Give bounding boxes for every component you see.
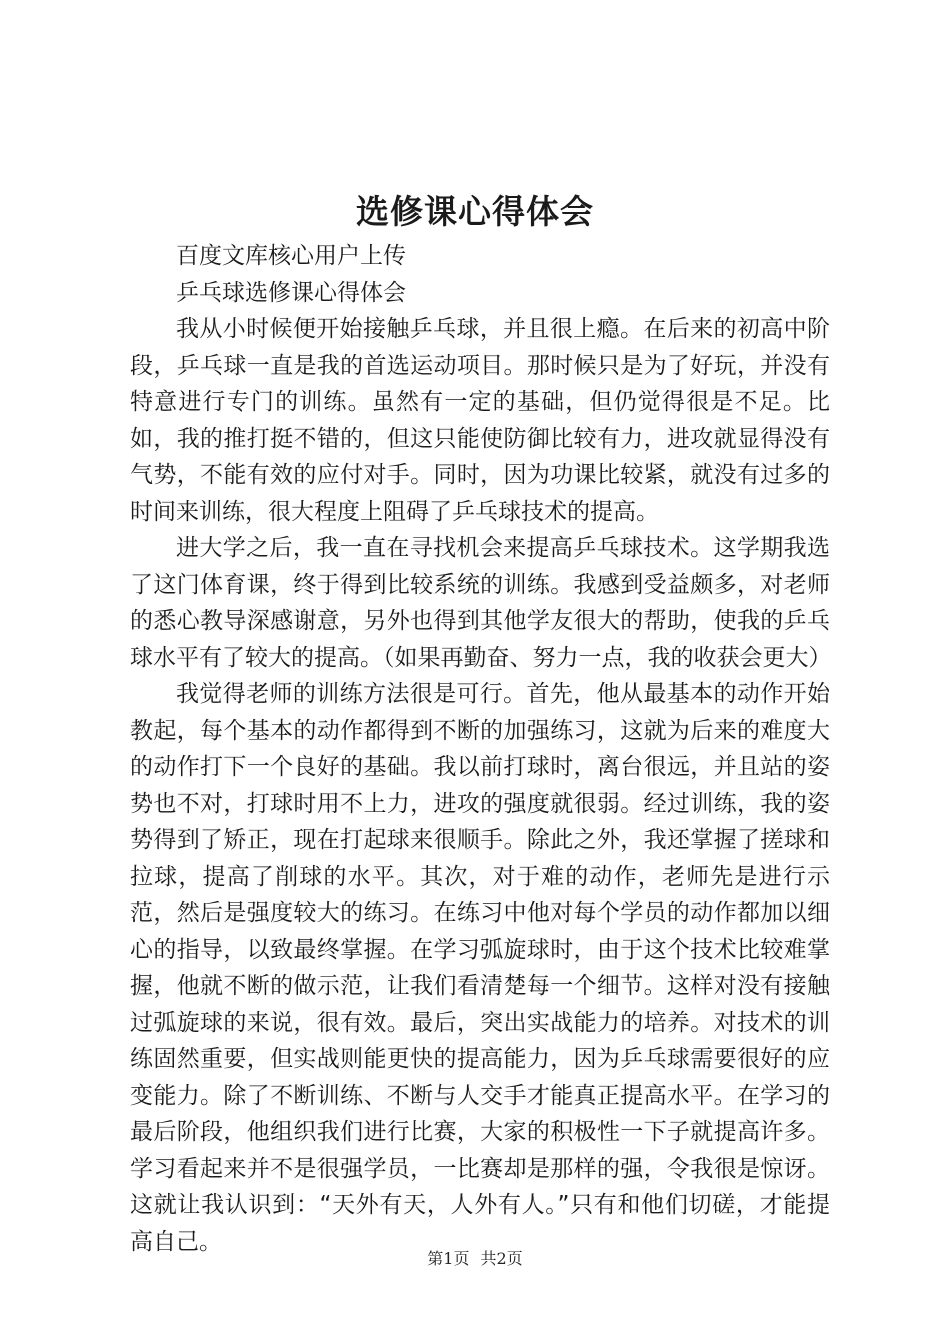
body-paragraph: 我从小时候便开始接触乒乓球，并且很上瘾。在后来的初高中阶段，乒乓球一直是我的首选运动项目。那时候只是为了好玩，并没有特意进行专门的训练。虽然有一定的基础，但仍觉得很是不足。比如，我的推打挺不错的，但这只能使防御比较有力，进攻就显得没有气势，不能有效的应付对手。同时，因为功课比较紧，就没有过多的时间来训练，很大程度上阻碍了乒乓球技术的提高。 xyxy=(130,316,830,525)
page-footer xyxy=(0,1246,950,1269)
document-title: 选修课心得体会 xyxy=(356,192,594,231)
uploader-line: 百度文库核心用户上传 xyxy=(176,243,406,269)
page-total: 共2页 xyxy=(480,1249,523,1268)
page-number: 第1页 xyxy=(427,1249,470,1268)
document-body xyxy=(130,238,830,1260)
body-paragraph: 我觉得老师的训练方法很是可行。首先，他从最基本的动作开始教起，每个基本的动作都得到不断的加强练习，这就为后来的难度大的动作打下一个良好的基础。我以前打球时，离台很远，并且站的姿势也不对，打球时用不上力，进攻的强度就很弱。经过训练，我的姿势得到了矫正，现在打起球来很顺手。除此之外，我还掌握了搓球和拉球，提高了削球的水平。其次，对于难的动作，老师先是进行示范，然后是强度较大的练习。在练习中他对每个学员的动作都加以细心的指导，以致最终掌握。在学习弧旋球时，由于这个技术比较难掌握，他就不断的做示范，让我们看清楚每一个细节。这样对没有接触过弧旋球的来说，很有效。最后，突出实战能力的培养。对技术的训练固然重要，但实战则能更快的提高能力，因为乒乓球需要很好的应变能力。除了不断训练、不断与人交手才能真正提高水平。在学习的最后阶段，他组织我们进行比赛，大家的积极性一下子就提高许多。学习看起来并不是很强学员，一比赛却是那样的强，令我很是惊讶。这就让我认识到：“天外有天，人外有人。”只有和他们切磋，才能提高自己。 xyxy=(130,681,830,1255)
body-paragraph: 进大学之后，我一直在寻找机会来提高乒乓球技术。这学期我选了这门体育课，终于得到比较系统的训练。我感到受益颇多，对老师的悉心教导深感谢意，另外也得到其他学友很大的帮助，使我的乒乓球水平有了较大的提高。（如果再勤奋、努力一点，我的收获会更大） xyxy=(130,535,832,671)
subtitle-line: 乒乓球选修课心得体会 xyxy=(176,279,406,306)
